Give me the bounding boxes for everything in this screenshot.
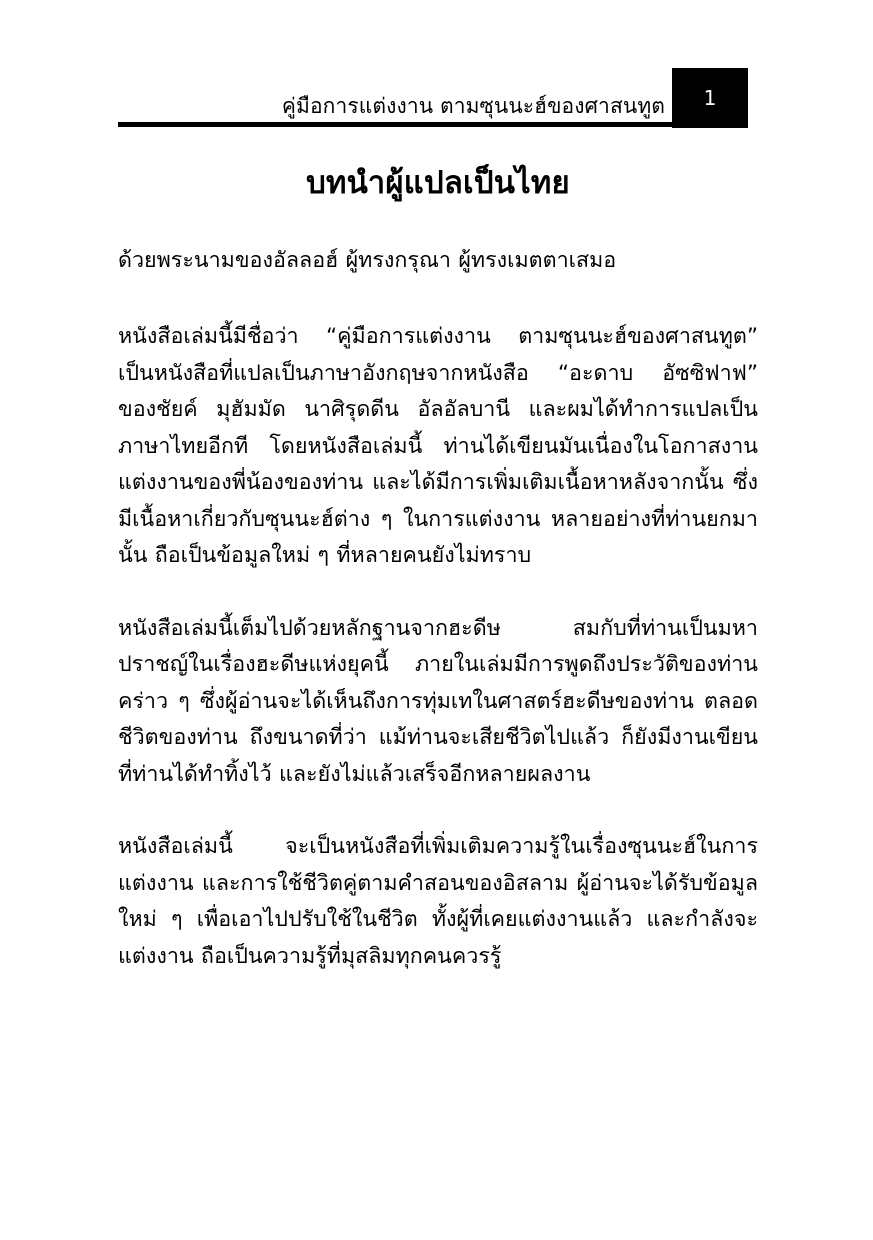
header-rule-divider <box>118 122 747 127</box>
paragraph-reader-benefit: หนังสือเล่มนี้ จะเป็นหนังสือที่เพิ่มเติมความรู้ในเรื่องซุนนะฮ์ในการแต่งงาน และการใช้ชีวิตคู่ตามคำสอนของอิสลาม ผู้อ่านจะได้รับข้อมูลใหม่ ๆ เพื่อเอาไปปรับใช้ในชีวิต ทั้งผู้ที่เคยแต่งงานแล้ว และกำลังจะแต่งงาน ถือเป็นความรู้ที่มุสลิมทุกคนควรรู้ <box>118 834 758 969</box>
page-content <box>118 160 758 975</box>
page-number-box <box>672 68 748 128</box>
page-header <box>118 68 747 128</box>
running-header-title: คู่มือการแต่งงาน ตามซุนนะฮ์ของศาสนทูต <box>281 93 665 118</box>
paragraph-author-background: หนังสือเล่มนี้เต็มไปด้วยหลักฐานจากฮะดีษ สมกับที่ท่านเป็นมหาปราชญ์ในเรื่องฮะดีษแห่งยุคนี้ ภายในเล่มมีการพูดถึงประวัติของท่านคร่าว ๆ ซึ่งผู้อ่านจะได้เห็นถึงการทุ่มเทในศาสตร์ฮะดีษของท่าน ตลอดชีวิตของท่าน ถึงขนาดที่ว่า แม้ท่านจะเสียชีวิตไปแล้ว ก็ยังมีงานเขียนที่ท่านได้ทำทิ้งไว้ และยังไม่แล้วเสร็จอีกหลายผลงาน <box>118 615 758 787</box>
paragraph-book-description: หนังสือเล่มนี้มีชื่อว่า “คู่มือการแต่งงาน ตามซุนนะฮ์ของศาสนทูต” เป็นหนังสือที่แปลเป็นภาษาอังกฤษจากหนังสือ “อะดาบ อัซซิฟาฟ” ของชัยค์ มุฮัมมัด นาศิรุดดีน อัลอัลบานี และผมได้ทำการแปลเป็นภาษาไทยอีกที โดยหนังสือเล่มนี้ ท่านได้เขียนมันเนื่องในโอกาสงานแต่งงานของพี่น้องของท่าน และได้มีการเพิ่มเติมเนื้อหาหลังจากนั้น ซึ่งมีเนื้อหาเกี่ยวกับซุนนะฮ์ต่าง ๆ ในการแต่งงาน หลายอย่างที่ท่านยกมานั้น ถือเป็นข้อมูลใหม่ ๆ ที่หลายคนยังไม่ทราบ <box>118 324 758 568</box>
page-number: 1 <box>703 86 717 110</box>
page-title: บทนำผู้แปลเป็นไทย <box>306 165 570 201</box>
paragraph-basmalah: ด้วยพระนามของอัลลอฮ์ ผู้ทรงกรุณา ผู้ทรงเมตตาเสมอ <box>118 247 617 273</box>
